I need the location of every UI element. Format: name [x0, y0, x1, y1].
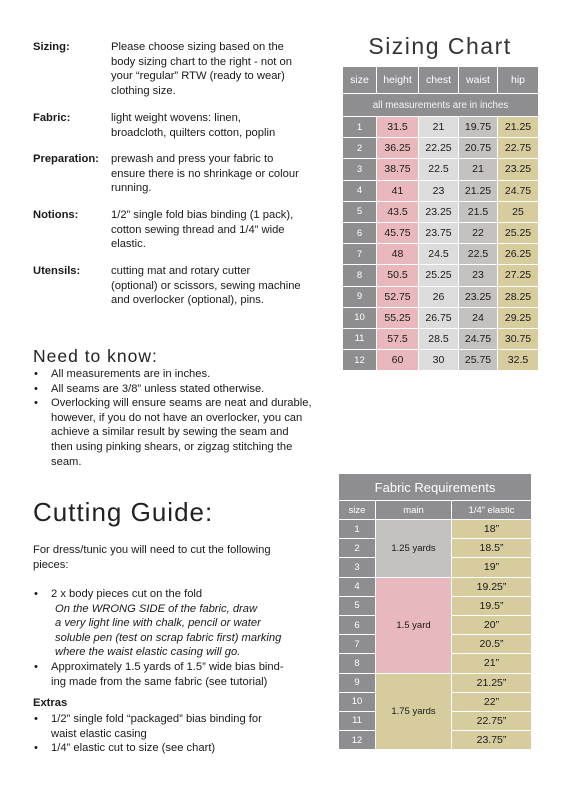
table-row [343, 180, 539, 201]
text-line: your “regular” RTW (ready to wear) [111, 70, 285, 83]
size-cell: 10 [339, 692, 376, 711]
table-row [343, 350, 539, 371]
table-row [343, 244, 539, 265]
size-cell: 12 [339, 731, 376, 750]
table-cell: 20.75 [459, 138, 498, 159]
table-cell: 52.75 [377, 286, 419, 307]
size-cell: 8 [339, 654, 376, 673]
table-header-row [339, 501, 532, 520]
table-row [343, 328, 539, 349]
cutting-guide-intro: For dress/tunic you will need to cut the following pieces: [33, 544, 271, 571]
table-cell: 25.75 [459, 350, 498, 371]
table-cell: 24.75 [498, 180, 539, 201]
size-cell: 5 [343, 201, 377, 222]
table-row [343, 286, 539, 307]
size-cell: 1 [343, 117, 377, 138]
list-item: • 2 x body pieces cut on the fold On the WRONG SIDE of the fabric, draw a very light line with chalk, pencil or water soluble pen (test on scrap fabric first) marking where the waist elastic casing will go. [33, 587, 343, 660]
size-cell: 8 [343, 265, 377, 286]
table-cell: 26.75 [419, 307, 459, 328]
table-cell: 25.25 [419, 265, 459, 286]
table-cell: 38.75 [377, 159, 419, 180]
table-row [339, 673, 532, 692]
size-cell: 12 [343, 350, 377, 371]
table-row [343, 201, 539, 222]
elastic-length-cell: 19.5” [452, 596, 532, 615]
table-row [343, 117, 539, 138]
table-cell: 22.25 [419, 138, 459, 159]
cutting-guide-heading: Cutting Guide: [33, 497, 214, 527]
size-cell: 2 [339, 539, 376, 558]
size-cell: 6 [339, 615, 376, 634]
size-cell: 1 [339, 520, 376, 539]
elastic-length-cell: 21” [452, 654, 532, 673]
table-cell: 26.25 [498, 244, 539, 265]
sizing-text [111, 40, 326, 98]
elastic-length-cell: 21.25” [452, 673, 532, 692]
main-yardage-cell: 1.25 yards [376, 520, 452, 578]
notions-label: Notions: [33, 209, 79, 221]
extras-list [33, 712, 343, 756]
size-cell: 7 [343, 244, 377, 265]
col-header: size [339, 501, 376, 520]
table-cell: 31.5 [377, 117, 419, 138]
table-cell: 29.25 [498, 307, 539, 328]
col-header: hip [498, 67, 539, 94]
text-line: running. [111, 182, 152, 195]
size-cell: 10 [343, 307, 377, 328]
utensils-label: Utensils: [33, 265, 81, 277]
sizing-chart-table [342, 66, 539, 371]
list-item: • 1/2” single fold “packaged” bias binding for waist elastic casing [33, 712, 343, 741]
table-cell: 22.5 [419, 159, 459, 180]
elastic-length-cell: 20” [452, 615, 532, 634]
fabric-label: Fabric: [33, 112, 71, 124]
size-cell: 4 [339, 577, 376, 596]
table-cell: 19.75 [459, 117, 498, 138]
text-line: Please choose sizing based on the [111, 41, 284, 53]
table-cell: 23.25 [419, 201, 459, 222]
col-header: height [377, 67, 419, 94]
elastic-length-cell: 18” [452, 520, 532, 539]
table-row [343, 159, 539, 180]
sizing-chart-title: Sizing Chart [368, 33, 512, 59]
elastic-length-cell: 22” [452, 692, 532, 711]
table-cell: 24.75 [459, 328, 498, 349]
table-cell: 24 [459, 307, 498, 328]
col-header: 1/4” elastic [452, 501, 532, 520]
sizing-label: Sizing: [33, 41, 70, 53]
size-cell: 3 [339, 558, 376, 577]
measurements-note: all measurements are in inches [343, 94, 539, 117]
text-line: broadcloth, quilters cotton, poplin [111, 126, 276, 139]
elastic-length-cell: 19” [452, 558, 532, 577]
table-cell: 32.5 [498, 350, 539, 371]
table-row [339, 520, 532, 539]
table-cell: 21.25 [498, 117, 539, 138]
text-line: and overlocker (optional), pins. [111, 294, 264, 307]
list-item: • Approximately 1.5 yards of 1.5” wide bias bind- ing made from the same fabric (see tutorial) [33, 660, 343, 689]
table-cell: 23 [459, 265, 498, 286]
table-cell: 30 [419, 350, 459, 371]
table-cell: 23.25 [459, 286, 498, 307]
size-cell: 2 [343, 138, 377, 159]
size-cell: 6 [343, 222, 377, 243]
size-cell: 11 [343, 328, 377, 349]
size-cell: 3 [343, 159, 377, 180]
fabric-requirements-title: Fabric Requirements [339, 474, 532, 501]
text-line: elastic. [111, 238, 146, 251]
table-cell: 21.25 [459, 180, 498, 201]
notions-text [111, 208, 326, 252]
utensils-text [111, 264, 326, 308]
col-header: main [376, 501, 452, 520]
col-header: waist [459, 67, 498, 94]
preparation-text [111, 152, 326, 196]
size-cell: 5 [339, 596, 376, 615]
text-line: ensure there is no shrinkage or colour [111, 167, 299, 180]
main-yardage-cell: 1.5 yard [376, 577, 452, 673]
table-cell: 50.5 [377, 265, 419, 286]
list-item: • 1/4” elastic cut to size (see chart) [33, 741, 343, 756]
text-line: (optional) or scissors, sewing machine [111, 279, 301, 292]
table-cell: 23 [419, 180, 459, 201]
table-cell: 22.5 [459, 244, 498, 265]
text-line: prewash and press your fabric to [111, 153, 274, 165]
main-yardage-cell: 1.75 yards [376, 673, 452, 750]
table-row [339, 577, 532, 596]
size-cell: 9 [343, 286, 377, 307]
table-cell: 28.5 [419, 328, 459, 349]
list-item: • Overlocking will ensure seams are neat and durable, however, if you do not have an overlocker, you can achieve a similar result by sewing the seam and then using pinking shears, or zigzag stitching the seam. [33, 396, 343, 469]
table-cell: 26 [419, 286, 459, 307]
table-row [343, 307, 539, 328]
table-cell: 21.5 [459, 201, 498, 222]
text-line: cutting mat and rotary cutter [111, 265, 251, 277]
table-row [343, 138, 539, 159]
table-cell: 21 [419, 117, 459, 138]
text-line: cotton sewing thread and 1/4” wide [111, 223, 285, 236]
table-cell: 48 [377, 244, 419, 265]
text-line: body sizing chart to the right - not on [111, 55, 292, 68]
need-to-know-list [33, 367, 343, 469]
fabric-requirements-table [338, 473, 532, 750]
text-line: 1/2” single fold bias binding (1 pack), [111, 209, 294, 221]
table-cell: 23.75 [419, 222, 459, 243]
size-cell: 7 [339, 635, 376, 654]
fabric-text [111, 111, 326, 140]
table-cell: 23.25 [498, 159, 539, 180]
table-cell: 45.75 [377, 222, 419, 243]
elastic-length-cell: 23.75” [452, 731, 532, 750]
table-cell: 57.5 [377, 328, 419, 349]
col-header: size [343, 67, 377, 94]
table-cell: 22.75 [498, 138, 539, 159]
table-cell: 43.5 [377, 201, 419, 222]
size-cell: 11 [339, 711, 376, 730]
extras-heading: Extras [33, 697, 68, 709]
list-item: • All measurements are in inches. [33, 367, 343, 382]
table-row [343, 265, 539, 286]
table-header-row [343, 67, 539, 94]
elastic-length-cell: 19.25” [452, 577, 532, 596]
list-item: • All seams are 3/8” unless stated otherwise. [33, 382, 343, 397]
table-cell: 30.75 [498, 328, 539, 349]
table-cell: 27.25 [498, 265, 539, 286]
table-row [343, 222, 539, 243]
table-cell: 41 [377, 180, 419, 201]
table-cell: 36.25 [377, 138, 419, 159]
table-cell: 60 [377, 350, 419, 371]
table-cell: 21 [459, 159, 498, 180]
text-line: clothing size. [111, 84, 176, 97]
table-cell: 24.5 [419, 244, 459, 265]
table-cell: 28.25 [498, 286, 539, 307]
table-cell: 25 [498, 201, 539, 222]
preparation-label: Preparation: [33, 153, 99, 165]
table-cell: 22 [459, 222, 498, 243]
text-line: light weight wovens: linen, [111, 112, 241, 124]
elastic-length-cell: 20.5” [452, 635, 532, 654]
cutting-guide-list [33, 587, 343, 689]
size-cell: 4 [343, 180, 377, 201]
elastic-length-cell: 18.5” [452, 539, 532, 558]
size-cell: 9 [339, 673, 376, 692]
table-cell: 25.25 [498, 222, 539, 243]
table-cell: 55.25 [377, 307, 419, 328]
need-to-know-heading: Need to know: [33, 346, 158, 366]
col-header: chest [419, 67, 459, 94]
elastic-length-cell: 22.75” [452, 711, 532, 730]
